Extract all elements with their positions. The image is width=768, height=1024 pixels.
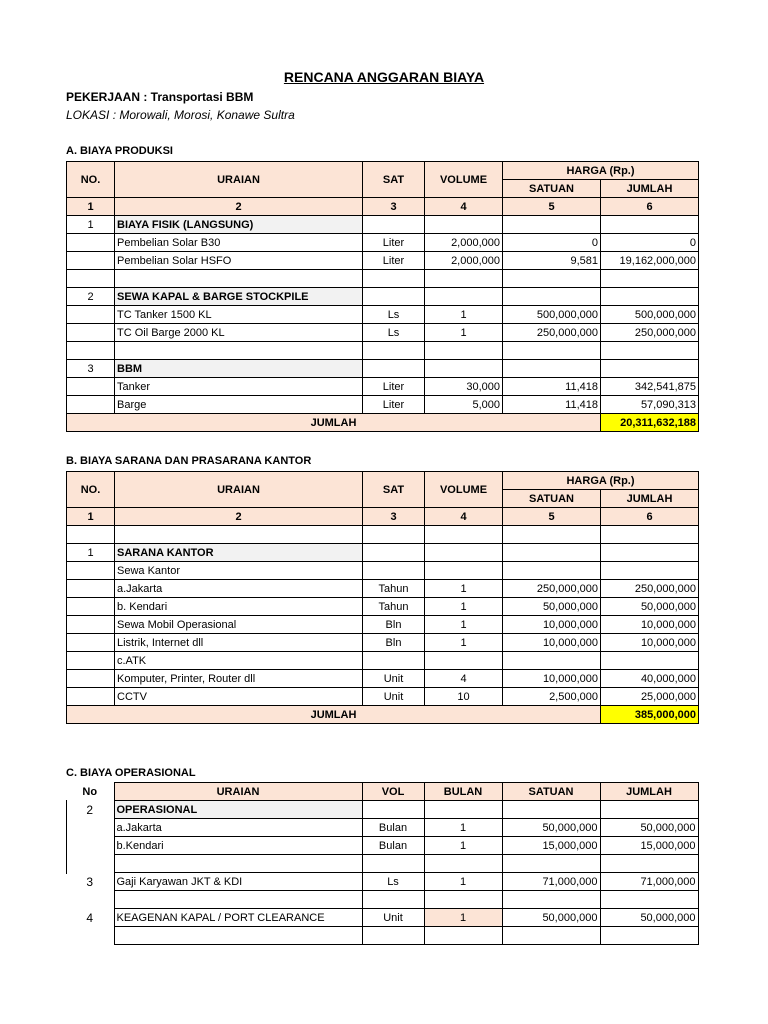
empty-row (67, 526, 699, 544)
table-cell (425, 562, 503, 580)
table-cell (424, 801, 502, 819)
table-cell: 4 (86, 910, 94, 925)
table-cell (601, 270, 699, 288)
table-cell (66, 855, 114, 873)
document-title: RENCANA ANGGARAN BIAYA (283, 69, 485, 85)
table-cell (67, 616, 115, 634)
table-cell (600, 891, 698, 909)
col-number: 2 (115, 508, 363, 526)
table-cell: 1 (425, 580, 503, 598)
col-number: 3 (363, 198, 425, 216)
table-cell: 25,000,000 (601, 688, 699, 706)
table-cell: 0 (601, 234, 699, 252)
empty-row (66, 927, 698, 945)
total-value: 385,000,000 (601, 706, 699, 724)
header-uraian: URAIAN (115, 162, 363, 198)
table-cell: BBM (115, 360, 363, 378)
table-cell (601, 216, 699, 234)
table-cell (114, 927, 362, 945)
table-cell (600, 801, 698, 819)
group-row (67, 360, 699, 378)
header-satuan: SATUAN (503, 180, 601, 198)
table-cell: Bln (363, 616, 425, 634)
table-cell: 30,000 (425, 378, 503, 396)
table-cell (425, 216, 503, 234)
col-number: 5 (503, 508, 601, 526)
col-number: 2 (115, 198, 363, 216)
col-number: 5 (503, 198, 601, 216)
table-cell (362, 801, 424, 819)
table-cell: Bln (363, 634, 425, 652)
table-cell: 10,000,000 (601, 634, 699, 652)
header-uraian: URAIAN (114, 783, 362, 801)
table-cell: 342,541,875 (601, 378, 699, 396)
table-row (67, 652, 699, 670)
table-cell: Barge (115, 396, 363, 414)
table-cell: 10 (425, 688, 503, 706)
table-cell: 4 (425, 670, 503, 688)
header-jumlah: JUMLAH (601, 490, 699, 508)
table-cell: 3 (67, 360, 115, 378)
table-cell (67, 378, 115, 396)
table-cell: 1 (425, 324, 503, 342)
total-value: 20,311,632,188 (601, 414, 699, 432)
table-cell (66, 891, 114, 909)
table-cell: 11,418 (503, 378, 601, 396)
table-cell (67, 342, 115, 360)
table-cell (503, 526, 601, 544)
table-cell (67, 670, 115, 688)
table-cell: 1 (425, 634, 503, 652)
header-sat: SAT (363, 472, 425, 508)
table-row (67, 634, 699, 652)
table-row (67, 580, 699, 598)
table-cell: Bulan (362, 819, 424, 837)
table-row (67, 324, 699, 342)
table-cell: Tanker (115, 378, 363, 396)
table-cell: 19,162,000,000 (601, 252, 699, 270)
empty-row (67, 270, 699, 288)
total-label: JUMLAH (67, 414, 601, 432)
table-cell: 40,000,000 (601, 670, 699, 688)
table-cell: c.ATK (115, 652, 363, 670)
table-cell (363, 544, 425, 562)
table-cell: KEAGENAN KAPAL / PORT CLEARANCE (114, 909, 362, 927)
col-number: 1 (67, 198, 115, 216)
table-cell: Komputer, Printer, Router dll (115, 670, 363, 688)
table-cell: OPERASIONAL (114, 801, 362, 819)
section-b-title: B. BIAYA SARANA DAN PRASARANA KANTOR (66, 455, 312, 467)
table-cell (502, 891, 600, 909)
table-cell: 50,000,000 (502, 909, 600, 927)
group-row (67, 544, 699, 562)
total-label: JUMLAH (67, 706, 601, 724)
table-cell (67, 526, 115, 544)
table-cell (363, 360, 425, 378)
table-cell (363, 652, 425, 670)
empty-row (66, 891, 698, 909)
section-a-title: A. BIAYA PRODUKSI (66, 145, 173, 157)
col-number: 6 (601, 508, 699, 526)
table-cell: 10,000,000 (503, 670, 601, 688)
col-number: 4 (425, 508, 503, 526)
table-cell (425, 544, 503, 562)
table-cell: Liter (363, 252, 425, 270)
table-cell: 1 (424, 909, 502, 927)
table-cell (363, 216, 425, 234)
table-cell: 10,000,000 (601, 616, 699, 634)
empty-row (66, 855, 698, 873)
table-cell (67, 598, 115, 616)
table-cell: SARANA KANTOR (115, 544, 363, 562)
table-cell (67, 396, 115, 414)
group-row (67, 216, 699, 234)
table-cell: a.Jakarta (115, 580, 363, 598)
header-vol: VOL (362, 783, 424, 801)
table-cell (600, 927, 698, 945)
col-number: 4 (425, 198, 503, 216)
table-cell: Unit (363, 688, 425, 706)
table-row (66, 837, 698, 855)
table-cell (424, 891, 502, 909)
table-biaya-operasional (66, 782, 699, 945)
header-bulan: BULAN (424, 783, 502, 801)
table-cell (363, 270, 425, 288)
table-cell (67, 252, 115, 270)
table-cell: 250,000,000 (503, 324, 601, 342)
section-c-title: C. BIAYA OPERASIONAL (66, 767, 196, 779)
table-cell (601, 652, 699, 670)
table-row (66, 819, 698, 837)
table-cell: 1 (424, 819, 502, 837)
table-cell (601, 342, 699, 360)
table-cell (503, 216, 601, 234)
table-biaya-produksi (66, 161, 699, 432)
table-row (67, 616, 699, 634)
col-number: 3 (363, 508, 425, 526)
header-volume: VOLUME (425, 162, 503, 198)
table-cell (503, 360, 601, 378)
table-cell (503, 562, 601, 580)
table-cell (115, 270, 363, 288)
table-row (67, 562, 699, 580)
table-cell (67, 324, 115, 342)
group-row (66, 801, 698, 819)
table-cell: 50,000,000 (502, 819, 600, 837)
table-cell (66, 927, 114, 945)
table-cell (502, 855, 600, 873)
header-uraian: URAIAN (115, 472, 363, 508)
table-row (67, 234, 699, 252)
table-cell (600, 855, 698, 873)
table-cell: 500,000,000 (601, 306, 699, 324)
table-cell (601, 288, 699, 306)
table-cell: Unit (362, 909, 424, 927)
table-cell (601, 544, 699, 562)
header-satuan: SATUAN (502, 783, 600, 801)
table-cell: 1 (425, 616, 503, 634)
table-cell: 2,500,000 (503, 688, 601, 706)
header-no: No (82, 785, 98, 798)
table-cell: Pembelian Solar HSFO (115, 252, 363, 270)
table-cell (503, 342, 601, 360)
table-cell: Ls (363, 306, 425, 324)
table-cell (67, 580, 115, 598)
table-cell: Sewa Kantor (115, 562, 363, 580)
table-row (67, 396, 699, 414)
table-cell: 11,418 (503, 396, 601, 414)
header-no: NO. (67, 472, 115, 508)
table-cell: 250,000,000 (601, 324, 699, 342)
table-cell: 15,000,000 (502, 837, 600, 855)
table-cell: 5,000 (425, 396, 503, 414)
table-cell (503, 288, 601, 306)
table-cell: 2,000,000 (425, 252, 503, 270)
table-cell (66, 819, 114, 837)
table-cell: Liter (363, 378, 425, 396)
table-cell (67, 270, 115, 288)
table-cell: 3 (86, 874, 94, 889)
header-harga: HARGA (Rp.) (503, 472, 699, 490)
table-cell (362, 855, 424, 873)
table-cell (115, 526, 363, 544)
table-cell: Sewa Mobil Operasional (115, 616, 363, 634)
table-row (67, 688, 699, 706)
table-row (67, 598, 699, 616)
table-cell (67, 306, 115, 324)
table-cell: 15,000,000 (600, 837, 698, 855)
table-cell: 1 (424, 837, 502, 855)
table-cell (425, 360, 503, 378)
table-cell (115, 342, 363, 360)
table-cell (503, 270, 601, 288)
table-cell: SEWA KAPAL & BARGE STOCKPILE (115, 288, 363, 306)
table-cell (425, 342, 503, 360)
table-cell (601, 562, 699, 580)
table-cell: 1 (67, 544, 115, 562)
table-row (66, 909, 698, 927)
table-cell: 57,090,313 (601, 396, 699, 414)
table-cell: a.Jakarta (114, 819, 362, 837)
table-cell (502, 801, 600, 819)
table-cell (362, 891, 424, 909)
table-cell: 10,000,000 (503, 616, 601, 634)
table-cell: 1 (425, 598, 503, 616)
table-cell: Liter (363, 234, 425, 252)
table-cell (601, 360, 699, 378)
table-cell: Tahun (363, 598, 425, 616)
table-cell: 71,000,000 (600, 873, 698, 891)
table-cell (363, 562, 425, 580)
table-cell (503, 652, 601, 670)
table-cell (424, 855, 502, 873)
table-cell: 2,000,000 (425, 234, 503, 252)
table-cell: 50,000,000 (600, 819, 698, 837)
table-cell: Ls (363, 324, 425, 342)
table-row (66, 873, 698, 891)
table-cell (425, 288, 503, 306)
table-cell: BIAYA FISIK (LANGSUNG) (115, 216, 363, 234)
table-cell (425, 526, 503, 544)
header-jumlah: JUMLAH (600, 783, 698, 801)
table-cell: b.Kendari (114, 837, 362, 855)
table-cell (362, 927, 424, 945)
table-cell: Tahun (363, 580, 425, 598)
table-cell: CCTV (115, 688, 363, 706)
table-cell: 1 (424, 873, 502, 891)
header-volume: VOLUME (425, 472, 503, 508)
col-number: 1 (67, 508, 115, 526)
table-cell: 50,000,000 (601, 598, 699, 616)
empty-row (67, 342, 699, 360)
table-cell: 1 (425, 306, 503, 324)
table-cell (502, 927, 600, 945)
table-row (67, 306, 699, 324)
table-cell: Bulan (362, 837, 424, 855)
table-cell: TC Tanker 1500 KL (115, 306, 363, 324)
table-cell: 71,000,000 (502, 873, 600, 891)
table-cell (363, 342, 425, 360)
table-cell (66, 837, 114, 855)
table-cell: Listrik, Internet dll (115, 634, 363, 652)
group-row (67, 288, 699, 306)
table-cell: TC Oil Barge 2000 KL (115, 324, 363, 342)
table-cell: 250,000,000 (503, 580, 601, 598)
table-cell: b. Kendari (115, 598, 363, 616)
table-cell (67, 234, 115, 252)
table-cell (67, 688, 115, 706)
table-cell (363, 288, 425, 306)
total-row (67, 706, 699, 724)
total-row (67, 414, 699, 432)
table-cell: 250,000,000 (601, 580, 699, 598)
table-cell: 0 (503, 234, 601, 252)
table-cell: 50,000,000 (600, 909, 698, 927)
lokasi-line: LOKASI : Morowali, Morosi, Konawe Sultra (66, 108, 295, 122)
table-cell (67, 634, 115, 652)
header-harga: HARGA (Rp.) (503, 162, 699, 180)
table-cell (503, 544, 601, 562)
table-biaya-sarana (66, 471, 699, 724)
table-cell (114, 891, 362, 909)
table-cell (601, 526, 699, 544)
table-cell (425, 270, 503, 288)
table-cell: 1 (67, 216, 115, 234)
table-cell (114, 855, 362, 873)
table-cell: Ls (362, 873, 424, 891)
table-cell (424, 927, 502, 945)
header-satuan: SATUAN (503, 490, 601, 508)
table-cell: 2 (86, 802, 94, 817)
table-cell: 2 (67, 288, 115, 306)
header-sat: SAT (363, 162, 425, 198)
table-cell (425, 652, 503, 670)
table-row (67, 670, 699, 688)
col-number: 6 (601, 198, 699, 216)
table-cell: Gaji Karyawan JKT & KDI (114, 873, 362, 891)
header-jumlah: JUMLAH (601, 180, 699, 198)
table-cell: 50,000,000 (503, 598, 601, 616)
pekerjaan-line: PEKERJAAN : Transportasi BBM (66, 90, 254, 104)
table-row (67, 378, 699, 396)
table-cell (67, 652, 115, 670)
table-cell (363, 526, 425, 544)
table-row (67, 252, 699, 270)
table-cell: 10,000,000 (503, 634, 601, 652)
table-cell (67, 562, 115, 580)
table-cell: Pembelian Solar B30 (115, 234, 363, 252)
table-cell: 500,000,000 (503, 306, 601, 324)
table-cell: 9,581 (503, 252, 601, 270)
table-cell: Unit (363, 670, 425, 688)
header-no: NO. (67, 162, 115, 198)
table-cell: Liter (363, 396, 425, 414)
